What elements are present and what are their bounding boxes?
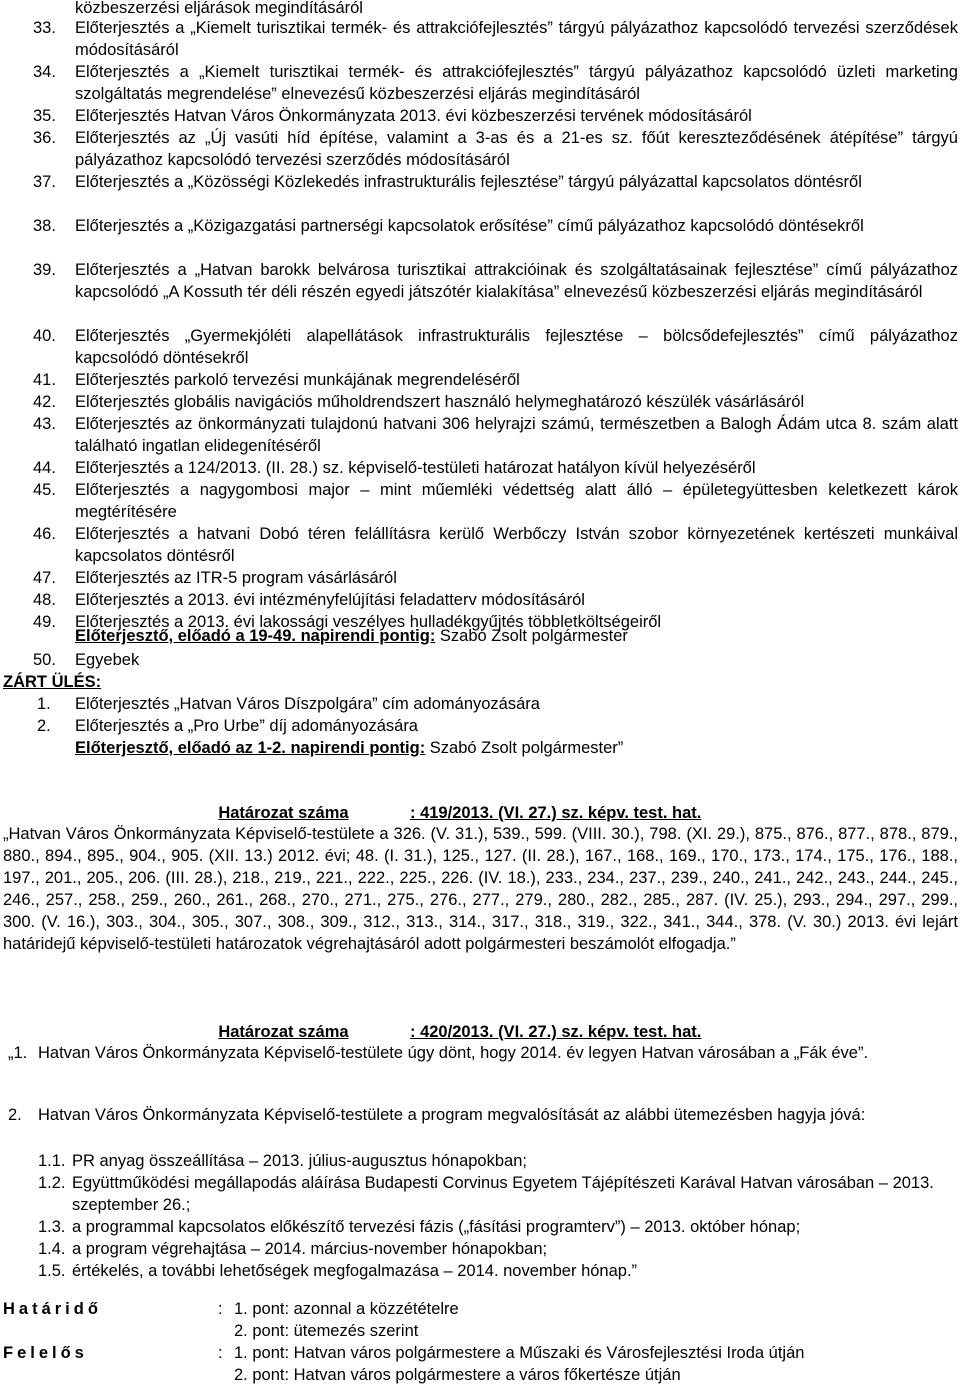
item-text: Előterjesztés az ITR-5 program vásárlásáról	[75, 569, 397, 587]
item-number: 1.	[37, 695, 51, 713]
item-text: Egyebek	[75, 651, 140, 669]
deadline-2: 2. pont: ütemezés szerint	[234, 1322, 419, 1340]
resolution-419-text: „Hatvan Város Önkormányzata Képviselő-testülete a 326. (V. 31.), 539., 599. (VIII. 30.), 798. (XI. 29.), 875., 876., 877., 878., 879., 880., 894., 895., 904., 905. (XII. 13.) 2012. évi; 48. (I. 31.), 125., 127. (II. 28.), 167., 168., 169., 170., 173., 174., 175., 176., 188., 197., 201., 205., 206. (III. 28.), 218., 219., 221., 222., 225., 226. (IV. 18.), 233., 234., 237., 239., 240., 241., 242., 243., 244., 245., 246., 257., 258., 259., 260., 261., 268., 270., 271., 275., 276., 277., 279., 280., 282., 285., 287. (IV. 25.), 293., 294., 297., 299., 300. (V. 16.), 303., 304., 305., 307., 308., 309., 312., 313., 314., 317., 318., 319., 322., 341., 344., 378. (V. 30.) 2013. évi lejárt határidejű képviselő-testületi határozatok végrehajtásáról adott polgármesteri beszámolót elfogadja.”	[3, 825, 958, 953]
agenda-item	[33, 17, 958, 61]
item-number: 46.	[33, 525, 56, 543]
resolution-420-point-1	[8, 1042, 958, 1064]
item-number: 37.	[33, 173, 56, 191]
agenda-item	[33, 325, 958, 369]
point-number: 2.	[8, 1106, 22, 1124]
agenda-item	[33, 215, 958, 237]
agenda-item	[33, 105, 958, 127]
item-text: Előterjesztés Hatvan Város Önkormányzata 2013. évi közbeszerzési tervének módosításáról	[75, 107, 752, 125]
item-text: Előterjesztés a 2013. évi intézményfelújítási feladatterv módosításáról	[75, 591, 585, 609]
responsible-1: 1. pont: Hatvan város polgármestere a Műszaki és Városfejlesztési Iroda útján	[234, 1344, 805, 1362]
item-number: 41.	[33, 371, 56, 389]
item-number: 36.	[33, 129, 56, 147]
agenda-item	[33, 171, 958, 193]
resolution-number: : 419/2013. (VI. 27.) sz. képv. test. hat.	[410, 804, 702, 822]
agenda-item	[33, 259, 958, 303]
agenda-item	[33, 391, 958, 413]
presenter-19-49	[75, 625, 628, 647]
item-text: Előterjesztés a „Pro Urbe” díj adományozására	[75, 717, 418, 735]
deadline-1: 1. pont: azonnal a közzétételre	[234, 1300, 459, 1318]
responsible-2: 2. pont: Hatvan város polgármestere a város főkertésze útján	[234, 1366, 681, 1384]
resolution-420-point-2	[8, 1104, 958, 1126]
schedule-item	[38, 1238, 958, 1260]
item-number: 44.	[33, 459, 56, 477]
item-text: Előterjesztés a „Hatvan barokk belvárosa turisztikai attrakcióinak és szolgáltatásainak fejlesztése” című pályázathoz kapcsolódó „A Kossuth tér déli részén egyedi játszótér kialakítása” elnevezésű közbeszerzési eljárás megindításáról	[75, 261, 958, 301]
item-text: Előterjesztés a hatvani Dobó téren felállításra kerülő Werbőczy István szobor környezetének kertészeti munkáival kapcsolatos döntésről	[75, 525, 958, 565]
point-number: „1.	[8, 1044, 28, 1062]
schedule-text: értékelés, a további lehetőségek megfogalmazása – 2014. november hónap.”	[72, 1262, 638, 1280]
agenda-item	[33, 589, 958, 611]
item-text: Előterjesztés a 124/2013. (II. 28.) sz. képviselő-testületi határozat hatályon kívül helyezéséről	[75, 459, 756, 477]
item-number: 34.	[33, 63, 56, 81]
item-number: 40.	[33, 327, 56, 345]
agenda-item	[33, 413, 958, 457]
item-text: Előterjesztés az önkormányzati tulajdonú hatvani 306 helyrajzi számú, természetben a Balogh Ádám utca 8. szám alatt található ingatlan elidegenítéséről	[75, 415, 958, 455]
point-text: Hatvan Város Önkormányzata Képviselő-testülete úgy dönt, hogy 2014. év legyen Hatvan városában a „Fák éve”.	[38, 1044, 869, 1062]
schedule-number: 1.5.	[38, 1262, 66, 1280]
responsible-colon: :	[218, 1344, 223, 1362]
agenda-item-50	[33, 649, 958, 671]
item-text: Előterjesztés „Hatvan Város Díszpolgára” cím adományozására	[75, 695, 540, 713]
schedule-number: 1.1.	[38, 1152, 66, 1170]
agenda-item	[33, 127, 958, 171]
item-text: Előterjesztés „Gyermekjóléti alapellátások infrastrukturális fejlesztése – bölcsődefejlesztés” című pályázathoz kapcsolódó döntésekről	[75, 327, 958, 367]
item-number: 49.	[33, 613, 56, 631]
presenter-label: Előterjesztő, előadó az 1-2. napirendi pontig:	[75, 739, 426, 757]
item-text: Előterjesztés a „Kiemelt turisztikai termék- és attrakciófejlesztés” tárgyú pályázathoz kapcsolódó tervezési szerződések módosításáról	[75, 19, 958, 59]
item-text: Előterjesztés a „Közigazgatási partnerségi kapcsolatok erősítése” című pályázathoz kapcsolódó döntésekről	[75, 217, 864, 235]
schedule-number: 1.2.	[38, 1174, 66, 1192]
resolution-label: Határozat száma	[218, 1023, 349, 1041]
item-number: 43.	[33, 415, 56, 433]
item-text: Előterjesztés a „Közösségi Közlekedés infrastrukturális fejlesztése” tárgyú pályázattal kapcsolatos döntésről	[75, 173, 862, 191]
item-text: Előterjesztés a „Kiemelt turisztikai termék- és attrakciófejlesztés” tárgyú pályázathoz kapcsolódó üzleti marketing szolgáltatás megrendelése” elnevezésű közbeszerzési eljárás megindításáról	[75, 63, 958, 103]
closed-session-heading: ZÁRT ÜLÉS:	[3, 673, 102, 691]
schedule-text: a programmal kapcsolatos előkészítő tervezési fázis („fásítási programterv”) – 2013. október hónap;	[72, 1218, 801, 1236]
schedule-number: 1.3.	[38, 1218, 66, 1236]
item-number: 33.	[33, 19, 56, 37]
item-number: 2.	[37, 717, 51, 735]
item-number: 35.	[33, 107, 56, 125]
item-number: 39.	[33, 261, 56, 279]
schedule-item	[38, 1150, 958, 1172]
item-text: Előterjesztés a 2013. évi lakossági veszélyes hulladékgyűjtés többletköltségeiről	[75, 613, 662, 631]
item-number: 45.	[33, 481, 56, 499]
agenda-item	[33, 567, 958, 589]
presenter-name: Szabó Zsolt polgármester”	[425, 739, 624, 757]
schedule-item	[38, 1260, 958, 1282]
presenter-1-2	[75, 737, 623, 759]
agenda-item	[33, 457, 958, 479]
item-number: 42.	[33, 393, 56, 411]
agenda-item	[33, 479, 958, 523]
responsible-label: Felelős	[3, 1344, 88, 1362]
resolution-number: : 420/2013. (VI. 27.) sz. képv. test. hat.	[410, 1023, 702, 1041]
item-number: 38.	[33, 217, 56, 235]
resolution-label: Határozat száma	[218, 804, 349, 822]
closed-item-1	[37, 693, 960, 715]
presenter-label: Előterjesztő, előadó a 19-49. napirendi pontig:	[75, 627, 436, 645]
deadline-label: Határidő	[3, 1300, 102, 1318]
item-text: Előterjesztés az „Új vasúti híd építése, valamint a 3-as és a 21-es sz. főút kereszteződésének átépítése” tárgyú pályázathoz kapcsolódó tervezési szerződés módosításáról	[75, 129, 958, 169]
schedule-text: Együttműködési megállapodás aláírása Budapesti Corvinus Egyetem Tájépítészeti Karával Hatvan városában – 2013. szeptember 26.;	[72, 1174, 934, 1214]
agenda-item	[33, 523, 958, 567]
item-number: 48.	[33, 591, 56, 609]
deadline-colon: :	[218, 1300, 223, 1318]
presenter-name: Szabó Zsolt polgármester	[435, 627, 628, 645]
item-number: 47.	[33, 569, 56, 587]
item-number: 50.	[33, 651, 56, 669]
closed-item-2	[37, 715, 960, 737]
schedule-item	[38, 1216, 958, 1238]
schedule-text: PR anyag összeállítása – 2013. július-augusztus hónapokban;	[72, 1152, 527, 1170]
item-text: Előterjesztés globális navigációs műholdrendszert használó helymeghatározó készülék vásárlásáról	[75, 393, 805, 411]
agenda-item	[33, 61, 958, 105]
agenda-continuation-line: közbeszerzési eljárások megindításáról	[75, 0, 363, 17]
point-text: Hatvan Város Önkormányzata Képviselő-testülete a program megvalósítását az alábbi ütemezésben hagyja jóvá:	[38, 1106, 866, 1124]
schedule-item	[38, 1172, 958, 1216]
schedule-number: 1.4.	[38, 1240, 66, 1258]
schedule-text: a program végrehajtása – 2014. március-november hónapokban;	[72, 1240, 548, 1258]
item-text: Előterjesztés parkoló tervezési munkájának megrendeléséről	[75, 371, 520, 389]
item-text: Előterjesztés a nagygombosi major – mint műemléki védettség alatt álló – épületegyüttesben keletkezett károk megtérítésére	[75, 481, 958, 521]
agenda-item	[33, 369, 958, 391]
